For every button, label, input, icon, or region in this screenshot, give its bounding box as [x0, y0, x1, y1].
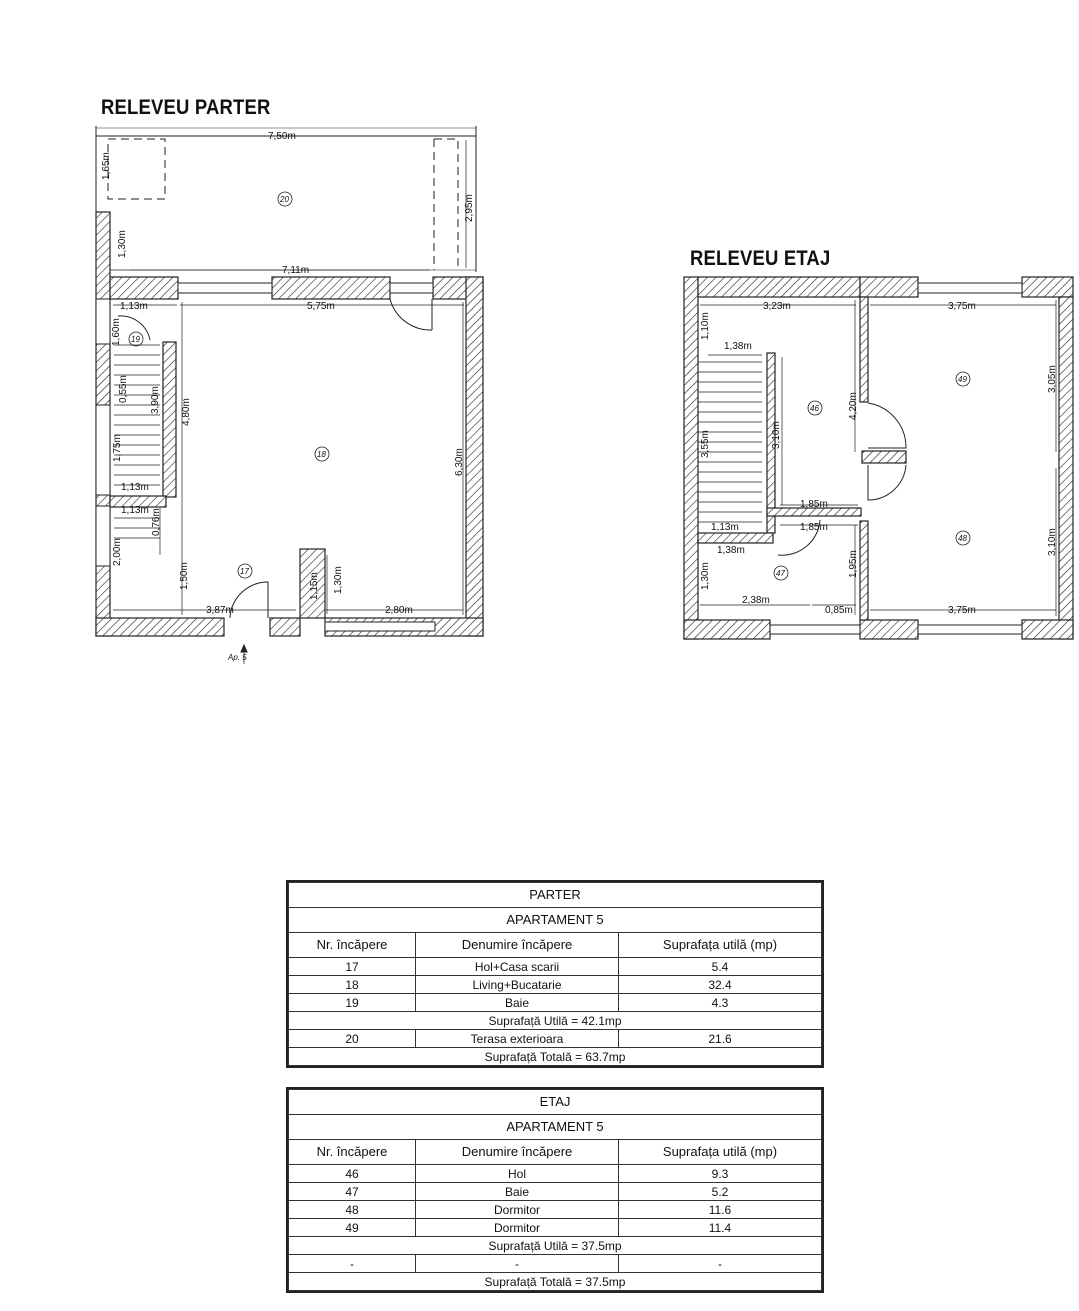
- dim-label: 1,85m: [800, 499, 828, 510]
- column-header: Nr. încăpere: [289, 933, 416, 958]
- dim-label: 1,13m: [121, 482, 149, 493]
- dim-label: 1,15m: [309, 572, 320, 600]
- room-name-cell: Hol+Casa scarii: [416, 958, 619, 976]
- room-area-cell: 4.3: [619, 994, 822, 1012]
- room-number-46: 46: [810, 404, 819, 413]
- table-row: [289, 994, 822, 1012]
- room-area-cell: -: [619, 1255, 822, 1273]
- table-level-heading: PARTER: [289, 883, 822, 908]
- table-level-heading: ETAJ: [289, 1090, 822, 1115]
- dim-label: 2,38m: [742, 595, 770, 606]
- room-name-cell: Dormitor: [416, 1201, 619, 1219]
- dim-label: 1,30m: [117, 230, 128, 258]
- room-number-48: 48: [958, 534, 967, 543]
- planter-left: [108, 139, 165, 199]
- area-table-etaj: [288, 1089, 822, 1291]
- dim-label: 1,60m: [111, 318, 122, 346]
- room-name-cell: Living+Bucatarie: [416, 976, 619, 994]
- table-row: [289, 1183, 822, 1201]
- dim-label: 3,75m: [948, 301, 976, 312]
- dim-label: 3,90m: [150, 386, 161, 414]
- dim-label: 3,10m: [771, 421, 782, 449]
- dim-label: 3,10m: [1047, 528, 1058, 556]
- table-row: [289, 1165, 822, 1183]
- dim-label: 1,50m: [179, 562, 190, 590]
- room-number-cell: 46: [289, 1165, 416, 1183]
- dim-label: 1,30m: [700, 562, 711, 590]
- room-area-cell: 11.6: [619, 1201, 822, 1219]
- entrance-label: Ap. 5: [228, 653, 247, 662]
- room-number-cell: 48: [289, 1201, 416, 1219]
- room-number-cell: -: [289, 1255, 416, 1273]
- room-name-cell: Hol: [416, 1165, 619, 1183]
- room-area-cell: 11.4: [619, 1219, 822, 1237]
- room-number-47: 47: [776, 569, 785, 578]
- room-number-18: 18: [317, 450, 326, 459]
- upper-walls: [684, 277, 1073, 639]
- ground-floor-plan: [96, 126, 483, 664]
- upper-floor-title: RELEVEU ETAJ: [690, 247, 831, 270]
- table-row: [289, 1030, 822, 1048]
- table-apartment-heading: APARTAMENT 5: [289, 908, 822, 933]
- dim-label: 3,05m: [1047, 365, 1058, 393]
- dim-label: 1,13m: [711, 522, 739, 533]
- room-name-cell: Dormitor: [416, 1219, 619, 1237]
- room-area-cell: 32.4: [619, 976, 822, 994]
- room-name-cell: Baie: [416, 994, 619, 1012]
- dim-label: 0,55m: [118, 375, 129, 403]
- dim-label: 3,87m: [206, 605, 234, 616]
- table-row: [289, 1255, 822, 1273]
- ground-windows: [96, 283, 435, 631]
- dim-label: 1,65m: [101, 152, 112, 180]
- useful-area-subtotal: Suprafață Utilă = 37.5mp: [289, 1237, 822, 1255]
- dim-label: 1,10m: [700, 312, 711, 340]
- dim-label: 1,13m: [120, 301, 148, 312]
- column-header: Denumire încăpere: [416, 933, 619, 958]
- room-number-cell: 18: [289, 976, 416, 994]
- room-area-cell: 5.2: [619, 1183, 822, 1201]
- room-number-cell: 20: [289, 1030, 416, 1048]
- table-row: [289, 1219, 822, 1237]
- room-number-cell: 47: [289, 1183, 416, 1201]
- table-apartment-heading: APARTAMENT 5: [289, 1115, 822, 1140]
- table-row: [289, 958, 822, 976]
- room-number-49: 49: [958, 375, 967, 384]
- dim-label: 5,75m: [307, 301, 335, 312]
- room-name-cell: Baie: [416, 1183, 619, 1201]
- table-row: [289, 976, 822, 994]
- dim-label: 3,23m: [763, 301, 791, 312]
- column-header: Nr. încăpere: [289, 1140, 416, 1165]
- total-area: Suprafață Totală = 63.7mp: [289, 1048, 822, 1066]
- dim-label: 1,38m: [724, 341, 752, 352]
- dim-label: 1,38m: [717, 545, 745, 556]
- dim-label: 1,13m: [121, 505, 149, 516]
- planter-right: [434, 139, 458, 270]
- dim-label: 6,30m: [454, 448, 465, 476]
- column-header: Suprafața utilă (mp): [619, 1140, 822, 1165]
- column-header: Suprafața utilă (mp): [619, 933, 822, 958]
- upper-doors: [778, 403, 906, 555]
- upper-floor-plan: [684, 277, 1073, 639]
- dim-label: 0,76m: [151, 508, 162, 536]
- total-area: Suprafață Totală = 37.5mp: [289, 1273, 822, 1291]
- room-number-cell: 19: [289, 994, 416, 1012]
- room-number-20: 20: [280, 195, 289, 204]
- dim-label: 1,85m: [800, 522, 828, 533]
- room-area-cell: 21.6: [619, 1030, 822, 1048]
- dim-label: 1,30m: [333, 566, 344, 594]
- room-area-cell: 9.3: [619, 1165, 822, 1183]
- column-header: Denumire încăpere: [416, 1140, 619, 1165]
- dim-label: 2,80m: [385, 605, 413, 616]
- dim-label: 4,80m: [181, 398, 192, 426]
- useful-area-subtotal: Suprafață Utilă = 42.1mp: [289, 1012, 822, 1030]
- room-number-17: 17: [240, 567, 249, 576]
- ground-floor-title: RELEVEU PARTER: [101, 96, 271, 119]
- dim-label: 2,95m: [464, 194, 475, 222]
- room-name-cell: -: [416, 1255, 619, 1273]
- dim-label: 1,95m: [848, 550, 859, 578]
- room-area-cell: 5.4: [619, 958, 822, 976]
- dim-label: 2,00m: [112, 538, 123, 566]
- dim-label: 0,85m: [825, 605, 853, 616]
- area-table-parter: [288, 882, 822, 1066]
- room-number-19: 19: [131, 335, 140, 344]
- dim-label: 3,55m: [700, 430, 711, 458]
- table-row: [289, 1201, 822, 1219]
- room-number-cell: 17: [289, 958, 416, 976]
- room-name-cell: Terasa exterioara: [416, 1030, 619, 1048]
- room-number-cell: 49: [289, 1219, 416, 1237]
- dim-label: 7,11m: [282, 265, 310, 276]
- dim-label: 1,75m: [112, 434, 123, 462]
- dim-label: 3,75m: [948, 605, 976, 616]
- dim-label: 4,20m: [848, 392, 859, 420]
- dim-label: 7,50m: [268, 131, 296, 142]
